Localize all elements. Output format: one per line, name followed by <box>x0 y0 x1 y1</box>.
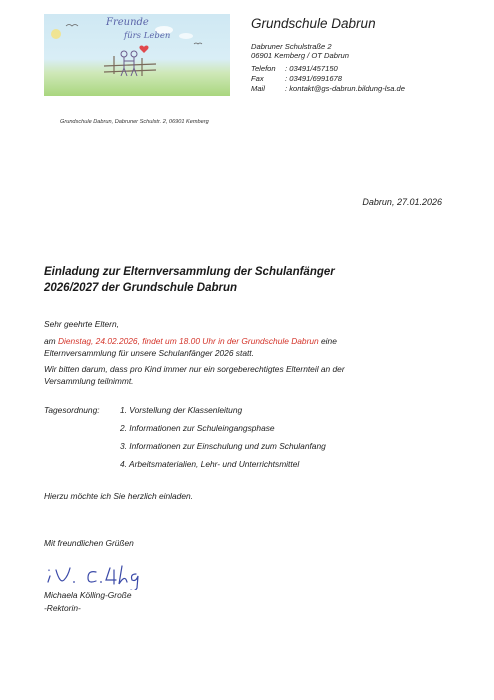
contact-mail-label: Mail <box>251 84 265 93</box>
salutation: Sehr geehrte Eltern, <box>44 319 119 329</box>
invitation-sentence: Hierzu möchte ich Sie herzlich einladen. <box>44 491 193 501</box>
letter-subject <box>44 264 335 296</box>
agenda-label: Tagesordnung: <box>44 405 100 415</box>
letter-date: Dabrun, 27.01.2026 <box>362 197 442 207</box>
paragraph-2-line-2: Versammlung teilnimmt. <box>44 376 134 386</box>
contact-phone <box>251 64 338 73</box>
signatory-name: Michaela Kölling-Große <box>44 590 132 600</box>
contact-phone-label: Telefon <box>251 64 276 73</box>
school-name: Grundschule Dabrun <box>251 16 376 31</box>
contact-fax <box>251 74 342 83</box>
paragraph-1-line-2: Elternversammlung für unsere Schulanfänger 2026 statt. <box>44 348 254 358</box>
logo-text-line1: Freunde <box>106 17 149 28</box>
paragraph-1-highlight: Dienstag, 24.02.2026, findet um 18.00 Uhr in der Grundschule Dabrun <box>57 336 319 346</box>
subject-line-1: Einladung zur Elternversammlung der Schulanfänger <box>44 266 335 278</box>
school-street: Dabruner Schulstraße 2 <box>251 42 332 51</box>
paragraph-2-line-1: Wir bitten darum, dass pro Kind immer nur ein sorgeberechtigtes Elternteil an der <box>44 364 345 374</box>
contact-mail-value: : kontakt@gs-dabrun.bildung-lsa.de <box>285 84 405 93</box>
contact-fax-label: Fax <box>251 74 264 83</box>
agenda-item: 3. Informationen zur Einschulung und zum Schulanfang <box>120 441 326 451</box>
agenda-item: 1. Vorstellung der Klassenleitung <box>120 405 243 415</box>
subject-line-2: 2026/2027 der Grundschule Dabrun <box>44 282 238 294</box>
sender-return-address: Grundschule Dabrun, Dabruner Schulstr. 2, 06901 Kemberg <box>60 119 209 125</box>
closing-greeting: Mit freundlichen Grüßen <box>44 538 134 548</box>
agenda-item: 2. Informationen zur Schuleingangsphase <box>120 423 275 433</box>
school-city: 06901 Kemberg / OT Dabrun <box>251 51 349 60</box>
paragraph-1-suffix: eine <box>318 336 337 346</box>
contact-mail <box>251 84 405 93</box>
contact-fax-value: : 03491/6991678 <box>285 74 343 83</box>
agenda-item: 4. Arbeitsmaterialien, Lehr- und Unterrichtsmittel <box>120 459 300 469</box>
paragraph-1-line-1 <box>44 335 337 347</box>
signatory-role: -Rektorin- <box>44 603 81 613</box>
logo-text-line2: fürs Leben <box>124 31 171 41</box>
contact-phone-value: : 03491/457150 <box>285 64 338 73</box>
paragraph-1-prefix: am <box>44 336 58 346</box>
school-logo <box>44 14 230 96</box>
